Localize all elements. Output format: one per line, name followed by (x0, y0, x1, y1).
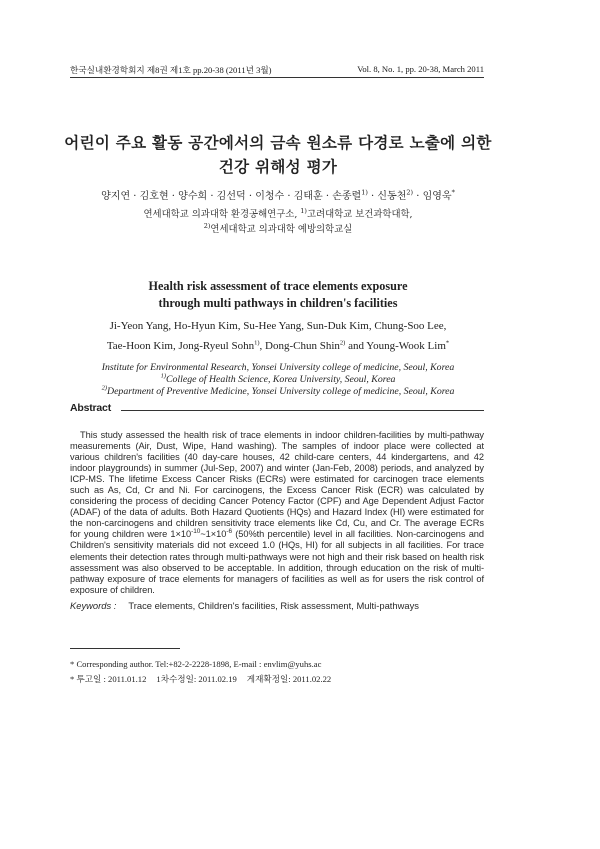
english-title-line-1: Health risk assessment of trace elements exposure (148, 279, 408, 293)
footnote-revised: 1차수정일: 2011.02.19 (156, 674, 237, 684)
korean-affiliation-2b: 연세대학교 의과대학 예방의학교실 (210, 224, 353, 235)
english-affiliation-sup-2: 2) (101, 384, 107, 392)
header-rule (70, 77, 484, 78)
korean-affiliation-sup-2: 2) (203, 221, 211, 230)
korean-affiliation-1a: 연세대학교 의과대학 환경공해연구소, (143, 209, 301, 220)
korean-author-sup-2: 2) (406, 188, 414, 197)
abstract-text-b: ~1×10 (200, 529, 227, 540)
english-authors-2b: , Dong-Chun Shin (259, 340, 340, 352)
abstract-sup-2: -6 (226, 528, 233, 536)
english-author-sup-2: 2) (339, 339, 346, 347)
korean-authors-part-c: · 임영욱 (413, 191, 452, 202)
english-title-line-2: through multi pathways in children's facilities (158, 296, 398, 310)
keywords-text: Trace elements, Children's facilities, Risk assessment, Multi-pathways (128, 600, 419, 611)
abstract-text-c: (50%th percentile) level in all facilities. Non-carcinogens and Children's sensitivity materials did not exceed 1.0 (HQs, HI) for all subjects in all facilities. For trace elements their detection rates through multi-pathways were not high and their risk based on health risk assessment was also observed to be acceptable. In addition, through education on the risk of multi-pathway exposure of trace elements for managers of facilities as well as for users the risk control of exposure of children. (70, 529, 485, 595)
english-affiliation-line-1: Institute for Environmental Research, Yonsei University college of medicine, Seoul, Korea (101, 362, 455, 373)
keywords (70, 600, 484, 611)
footnote-accepted: 게재확정일: 2011.02.22 (246, 674, 332, 684)
english-author-sup-1: 1) (254, 339, 260, 347)
running-header-left: 한국실내환경학회지 제8권 제1호 pp.20-38 (2011년 3월) (70, 65, 272, 75)
english-affiliation-3: Department of Preventive Medicine, Yonsei University college of medicine, Seoul, Korea (107, 386, 455, 397)
korean-affiliation-line-2 (60, 221, 496, 235)
korean-authors-part-a: 양지연 · 김호현 · 양수희 · 김선덕 · 이청수 · 김태훈 · 손종렬 (101, 191, 362, 202)
english-authors-2a: Tae-Hoon Kim, Jong-Ryeul Sohn (106, 340, 255, 352)
footnote-dates (70, 673, 331, 685)
korean-affiliation-sup-1: 1) (300, 206, 307, 215)
english-authors-line-1: Ji-Yeon Yang, Ho-Hyun Kim, Su-Hee Yang, Sun-Duk Kim, Chung-Soo Lee, (109, 320, 447, 332)
korean-authors-part-b: · 신동천 (367, 191, 407, 202)
english-affiliation-sup-1: 1) (160, 372, 166, 380)
abstract-body (70, 430, 484, 596)
abstract-text-a: This study assessed the health risk of trace elements in indoor children-facilities by multi-pathway measurements (Air, Dust, Wipe, Hand washing). The samples of indoor place were collected at various children's facilities (40 day-care houses, 42 child-care centers, 44 kindergartens, and 42 indoor playgrounds) in summer (Jul-Sep, 2007) and winter (Jan-Feb, 2008) periods, and analyzed by ICP-MS. The lifetime Excess Cancer Risks (ECRs) were estimated for carcinogen trace elements such as As, Cd, Cr and Ni. For carcinogens, the Excess Cancer Risk (ECR) was calculated by considering the process of deciding Cancer Potency Factor (CPF) and Age Dependent Adjust Factor (ADAF) of the data of adults. Both Hazard Quotients (HQs) and Hazard Index (HI) were estimated for the non-carcinogens and children sensitivity trace elements like Cd, Cu, and Cr. The average ECRs for young children were 1×10 (70, 430, 484, 540)
footnote-corresponding: * Corresponding author. Tel:+82-2-2228-1898, E-mail : envlim@yuhs.ac (70, 659, 322, 669)
running-header-right: Vol. 8, No. 1, pp. 20-38, March 2011 (357, 64, 484, 74)
abstract-heading: Abstract (70, 402, 111, 414)
korean-title-line-2: 건강 위해성 평가 (218, 158, 338, 176)
korean-authors (60, 187, 496, 202)
korean-affiliation-line-1 (60, 206, 496, 220)
english-affiliation-line-2 (60, 374, 496, 385)
korean-author-sup-1: 1) (361, 188, 368, 197)
english-author-sup-3: * (445, 339, 450, 347)
english-affiliation-2: College of Health Science, Korea University, Seoul, Korea (165, 374, 396, 385)
korean-title-line-1: 어린이 주요 활동 공간에서의 금속 원소류 다경로 노출에 의한 (64, 134, 492, 152)
footnote-rule (70, 648, 180, 649)
english-authors-line-2 (60, 340, 496, 352)
abstract-sup-1: -10 (191, 528, 201, 536)
footnote-submitted: * 투고일 : 2011.01.12 (70, 674, 147, 684)
korean-author-sup-3: * (451, 188, 455, 197)
english-affiliation-line-3 (60, 386, 496, 397)
korean-affiliation-1b: 고려대학교 보건과학대학, (306, 209, 413, 220)
keywords-label: Keywords : (70, 600, 117, 611)
english-authors-2c: and Young-Wook Lim (345, 340, 446, 352)
abstract-rule (121, 410, 484, 411)
